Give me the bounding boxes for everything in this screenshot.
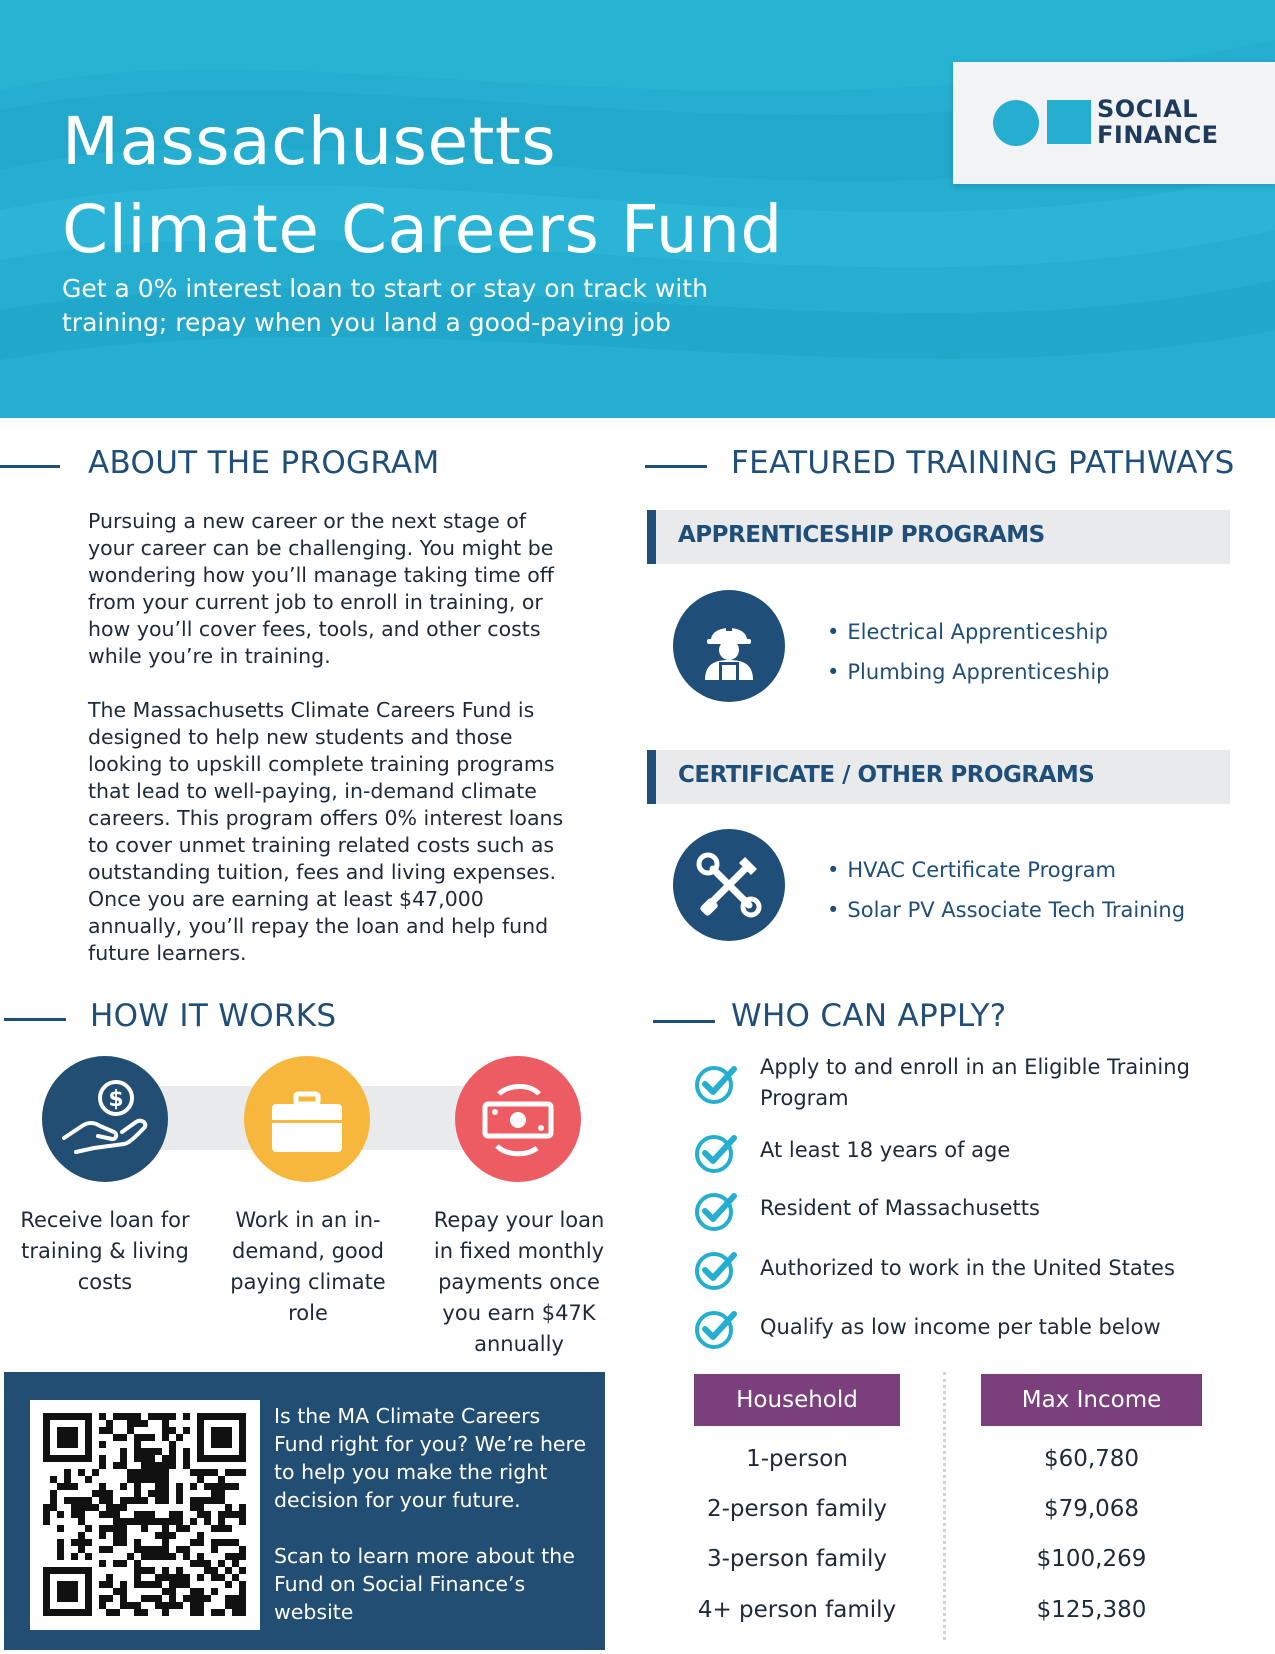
requirement-5: Qualify as low income per table below [760,1315,1161,1339]
social-finance-logo [953,62,1275,184]
list-item: • Solar PV Associate Tech Training [827,890,1185,930]
logo-circle-icon [993,100,1039,146]
step-caption-2: Work in an in-demand, good paying climate role [230,1208,386,1325]
requirement-1: Apply to and enroll in an Eligible Training Program [760,1055,1190,1110]
list-item: • Electrical Apprenticeship [827,612,1110,652]
step-caption-1: Receive loan for training & living costs [20,1208,190,1294]
table-cell-income: $60,780 [1043,1446,1140,1472]
table-cell-household: 4+ person family [697,1597,897,1623]
checkmark-icon [694,1061,738,1105]
page-subtitle: Get a 0% interest loan to start or stay on track with training; repay when you land a good-paying job [62,274,708,337]
apprenticeship-bar [647,510,1230,564]
briefcase-icon [244,1056,370,1182]
how-heading: HOW IT WORKS [90,998,337,1034]
svg-text:$: $ [108,1087,124,1112]
title-line-1: Massachusetts [62,103,557,180]
list-item: • HVAC Certificate Program [827,850,1185,890]
cta-text [274,1402,594,1654]
apply-heading: WHO CAN APPLY? [731,998,1007,1034]
apprenticeship-title: APPRENTICESHIP PROGRAMS [678,522,1045,548]
apprenticeship-list [827,612,1110,692]
pathways-heading: FEATURED TRAINING PATHWAYS [731,445,1235,481]
cta-box [4,1372,605,1650]
about-heading: ABOUT THE PROGRAM [88,445,440,481]
cash-cycle-icon [455,1056,581,1182]
certificate-bar [647,750,1230,804]
cta-text-2: Scan to learn more about the Fund on Social Finance’s website [274,1544,575,1624]
logo-line-2: FINANCE [1097,121,1219,149]
table-cell-household: 2-person family [706,1496,888,1522]
step-caption-3: Repay your loan in fixed monthly payments once you earn $47K annually [433,1208,605,1356]
worker-icon [673,590,785,702]
section-rule [0,465,60,468]
tools-icon [673,829,785,941]
table-cell-household: 3-person family [706,1546,888,1572]
section-rule [653,1020,715,1023]
checkmark-icon [694,1188,738,1232]
requirement-2: At least 18 years of age [760,1138,1011,1162]
table-header-household: Household [694,1374,900,1426]
logo-text [1097,96,1219,148]
checkmark-icon [694,1247,738,1291]
title-line-2: Climate Careers Fund [62,191,783,268]
certificate-title: CERTIFICATE / OTHER PROGRAMS [678,762,1095,788]
table-header-max-income: Max Income [981,1374,1202,1426]
qr-code[interactable] [30,1400,260,1630]
list-item: • Plumbing Apprenticeship [827,652,1110,692]
section-rule [4,1018,66,1021]
cta-text-1: Is the MA Climate Careers Fund right for you? We’re here to help you make the right decision for your future. [274,1404,587,1512]
checkmark-icon [694,1130,738,1174]
checkmark-icon [694,1306,738,1350]
about-body [88,508,578,967]
about-paragraph-1: Pursuing a new career or the next stage of your career can be challenging. You might be wondering how you’ll manage taking time off from your current job to enroll in training, or how you’ll cover fees, tools, and other costs while you’re in training. [88,509,554,668]
table-divider [943,1372,946,1640]
table-cell-income: $125,380 [1036,1597,1147,1623]
table-cell-income: $100,269 [1036,1546,1147,1572]
table-cell-income: $79,068 [1043,1496,1140,1522]
table-cell-household: 1-person [746,1446,848,1472]
requirement-3: Resident of Massachusetts [760,1196,1040,1220]
about-paragraph-2: The Massachusetts Climate Careers Fund is designed to help new students and those looking to upskill complete training programs that lead to well-paying, in-demand climate careers. This program offers 0% interest loans to cover unmet training related costs such as outstanding tuition, fees and living expenses. Once you are earning at least $47,000 annually, you’ll repay the loan and help fund future learners. [88,698,564,965]
hand-money-icon [42,1056,168,1182]
page-title [62,98,783,274]
section-rule [645,465,707,468]
certificate-list [827,850,1185,930]
requirement-4: Authorized to work in the United States [760,1256,1175,1280]
logo-square-icon [1047,100,1091,144]
logo-line-1: SOCIAL [1097,95,1199,123]
